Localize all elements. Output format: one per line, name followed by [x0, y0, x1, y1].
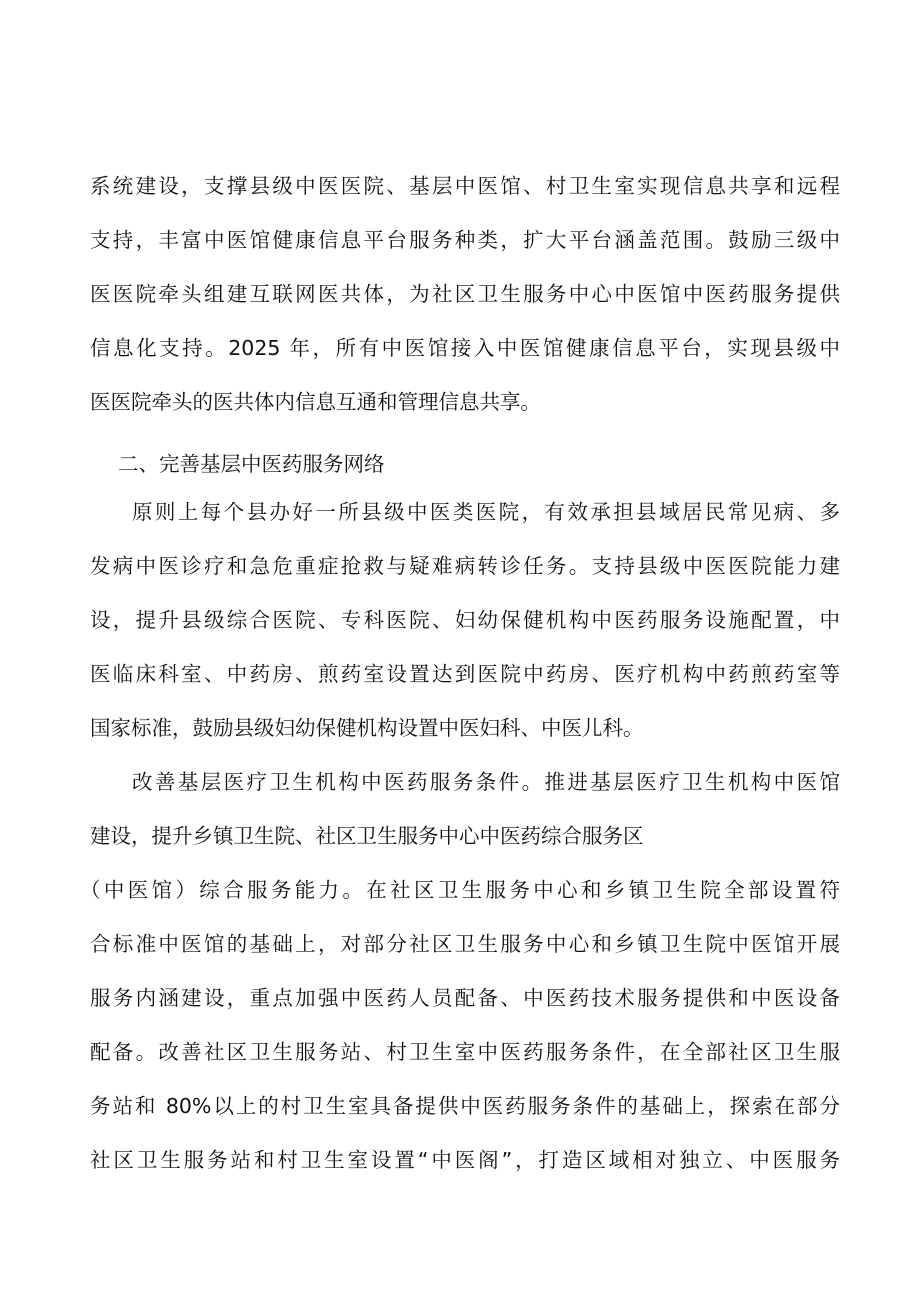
paragraph-3-line-6: 配备。改善社区卫生服务站、村卫生室中医药服务条件，在全部社区卫生服 [90, 1040, 840, 1064]
paragraph-3-line-8: 社区卫生服务站和村卫生室设置“中医阁”，打造区域相对独立、中医服务 [90, 1148, 840, 1172]
paragraph-2-line-3: 设，提升县级综合医院、专科医院、妇幼保健机构中医药服务设施配置，中 [90, 608, 840, 632]
paragraph-3-line-7: 务站和 80%以上的村卫生室具备提供中医药服务条件的基础上，探索在部分 [90, 1094, 840, 1118]
paragraph-2-line-1: 原则上每个县办好一所县级中医类医院，有效承担县域居民常见病、多 [132, 500, 840, 524]
paragraph-2-line-2: 发病中医诊疗和急危重症抢救与疑难病转诊任务。支持县级中医医院能力建 [90, 554, 840, 578]
paragraph-3-line-2: 建设，提升乡镇卫生院、社区卫生服务中心中医药综合服务区 [90, 824, 644, 848]
paragraph-1-line-4: 信息化支持。2025 年，所有中医馆接入中医馆健康信息平台，实现县级中 [90, 336, 840, 360]
paragraph-2-line-5: 国家标准，鼓励县级妇幼保健机构设置中医妇科、中医儿科。 [90, 716, 644, 740]
paragraph-3-line-3: （中医馆）综合服务能力。在社区卫生服务中心和乡镇卫生院全部设置符 [80, 878, 840, 902]
paragraph-3-line-1: 改善基层医疗卫生机构中医药服务条件。推进基层医疗卫生机构中医馆 [132, 770, 840, 794]
section-heading: 二、完善基层中医药服务网络 [118, 452, 385, 476]
paragraph-2-line-4: 医临床科室、中药房、煎药室设置达到医院中药房、医疗机构中药煎药室等 [90, 662, 840, 686]
paragraph-3-line-5: 服务内涵建设，重点加强中医药人员配备、中医药技术服务提供和中医设备 [90, 986, 840, 1010]
paragraph-1-line-3: 医医院牵头组建互联网医共体，为社区卫生服务中心中医馆中医药服务提供 [90, 282, 840, 306]
paragraph-1-line-5: 医医院牵头的医共体内信息互通和管理信息共享。 [90, 390, 541, 414]
paragraph-1-line-2: 支持，丰富中医馆健康信息平台服务种类，扩大平台涵盖范围。鼓励三级中 [90, 228, 840, 252]
paragraph-3-line-4: 合标准中医馆的基础上，对部分社区卫生服务中心和乡镇卫生院中医馆开展 [90, 932, 840, 956]
paragraph-1-line-1: 系统建设，支撑县级中医医院、基层中医馆、村卫生室实现信息共享和远程 [90, 174, 840, 198]
